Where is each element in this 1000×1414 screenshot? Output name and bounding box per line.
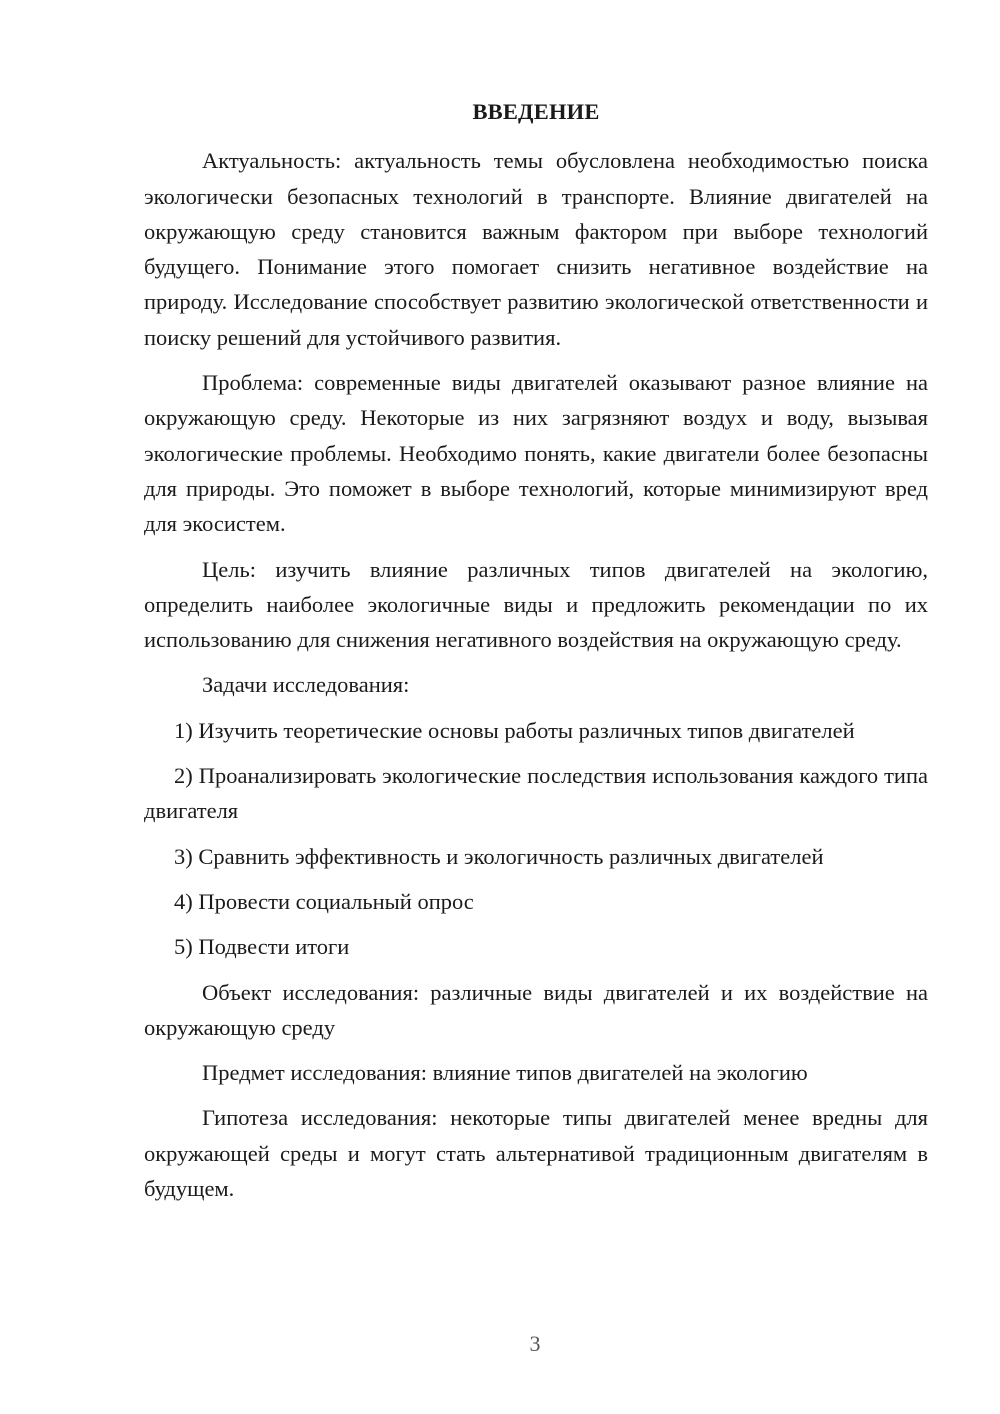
section-heading: ВВЕДЕНИЕ <box>472 99 600 124</box>
object-paragraph: Объект исследования: различные виды двигателей и их воздействие на окружающую среду <box>144 979 928 1040</box>
tasks-title: Задачи исследования: <box>202 672 410 698</box>
problem-paragraph: Проблема: современные виды двигателей оказывают разное влияние на окружающую среду. Некоторые из них загрязняют воздух и воду, вызывая экологические проблемы. Необходимо понять, какие двигатели более безопасны для природы. Это поможет в выборе технологий, которые минимизируют вред для экосистем. <box>144 370 928 537</box>
task-item-5: 5) Подвести итоги <box>174 934 350 960</box>
task-item-1: 1) Изучить теоретические основы работы различных типов двигателей <box>174 717 855 743</box>
task-item-4: 4) Провести социальный опрос <box>174 888 474 914</box>
hypothesis-paragraph: Гипотеза исследования: некоторые типы двигателей менее вредны для окружающей среды и могут стать альтернативой традиционным двигателям в будущем. <box>144 1105 928 1202</box>
document-body <box>144 94 928 1216</box>
relevance-paragraph: Актуальность: актуальность темы обусловлена необходимостью поиска экологически безопасных технологий в транспорте. Влияние двигателей на окружающую среду становится важным фактором при выборе технологий будущего. Понимание этого помогает снизить негативное воздействие на природу. Исследование способствует развитию экологической ответственности и поиску решений для устойчивого развития. <box>144 148 928 350</box>
page-number: 3 <box>529 1331 541 1356</box>
task-item-3: 3) Сравнить эффективность и экологичность различных двигателей <box>174 843 824 869</box>
task-item-2: 2) Проанализировать экологические последствия использования каждого типа двигателя <box>144 763 928 824</box>
subject-paragraph: Предмет исследования: влияние типов двигателей на экологию <box>202 1060 808 1086</box>
goal-paragraph: Цель: изучить влияние различных типов двигателей на экологию, определить наиболее экологичные виды и предложить рекомендации по их использованию для снижения негативного воздействия на окружающую среду. <box>144 556 928 653</box>
